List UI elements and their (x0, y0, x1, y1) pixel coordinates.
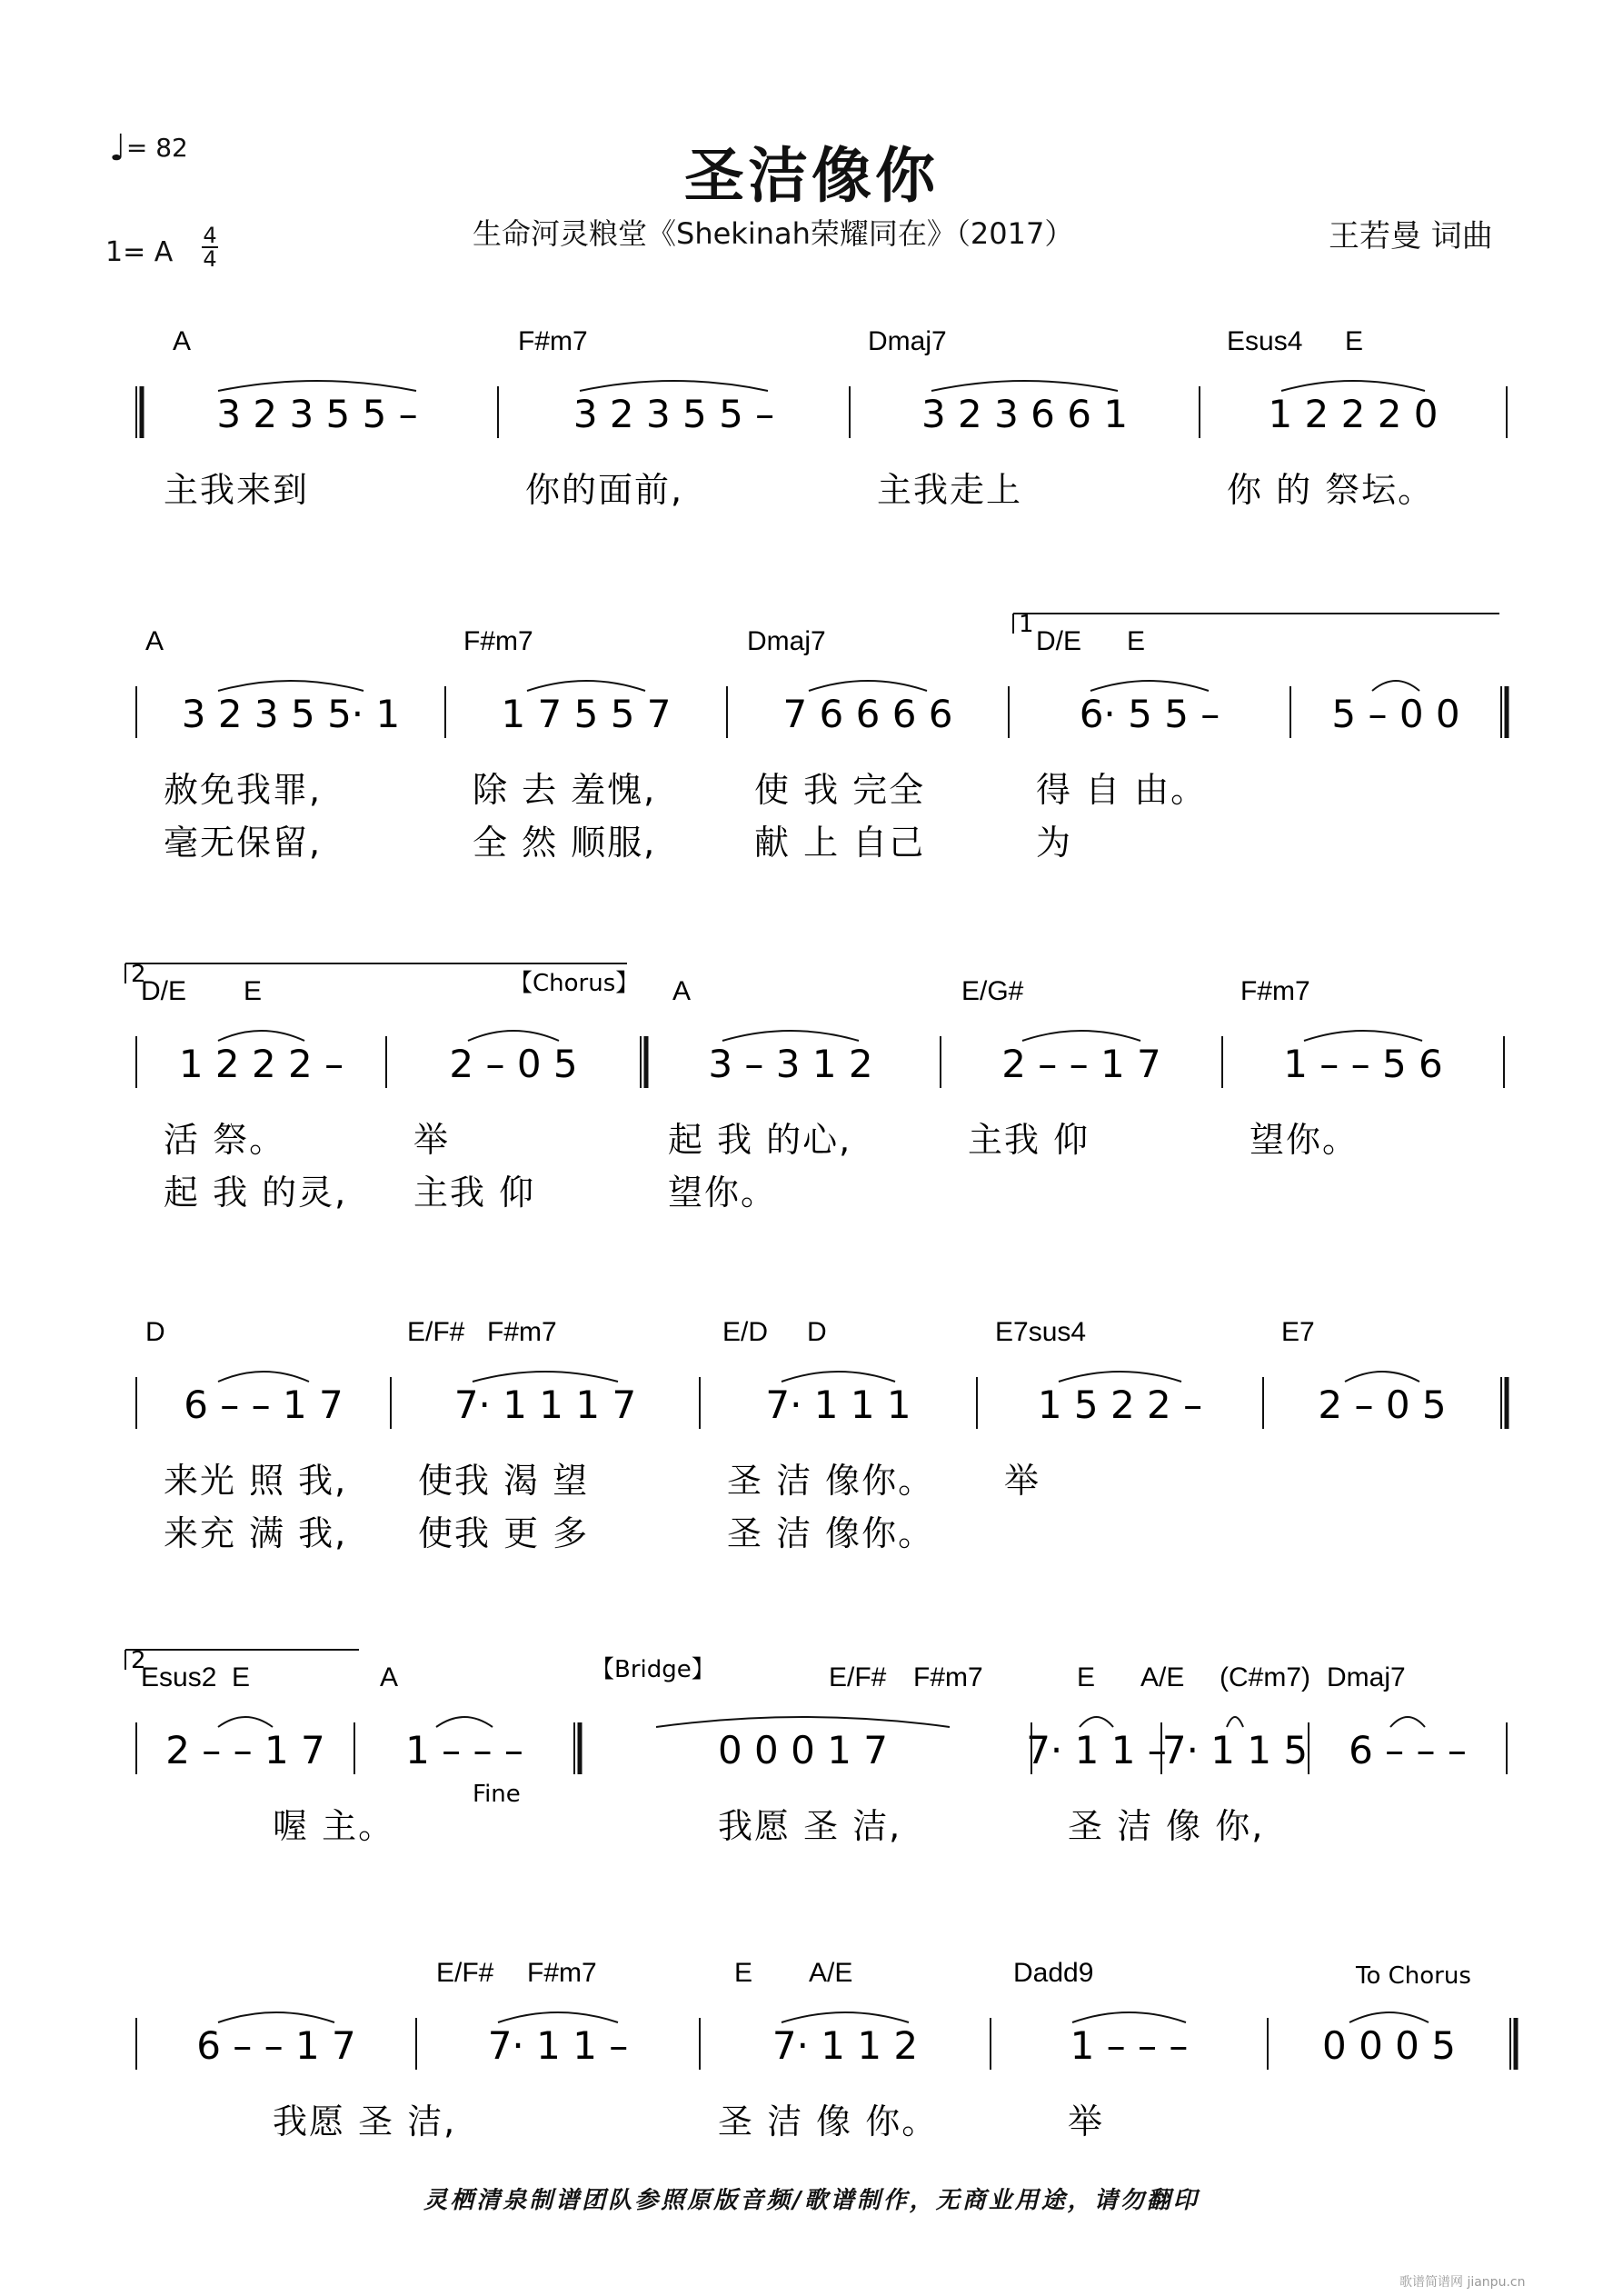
chord-symbol: Dmaj7 (1327, 1662, 1406, 1692)
chord-symbol: E (734, 1958, 753, 1988)
lyric-line: 望你。 (668, 1173, 778, 1213)
lyric-line: 主我 仰 (968, 1120, 1090, 1160)
chord-symbol: Dadd9 (1013, 1958, 1094, 1988)
chord-symbol: D (807, 1317, 827, 1347)
lyric-line: 全 然 顺服, (473, 823, 657, 863)
lyric-line: 使我 渴 望 (418, 1461, 590, 1501)
tie-slur (931, 381, 1118, 391)
note-group: 1 5 2 2 – (1037, 1383, 1203, 1427)
chord-symbol: E/G# (961, 976, 1024, 1006)
lyric-line: 使我 更 多 (418, 1513, 590, 1553)
note-group: 7· 1 1 5 (1161, 1728, 1309, 1772)
lyric-line: 举 (1004, 1461, 1041, 1501)
lyric-line: 活 祭。 (164, 1120, 286, 1160)
chord-symbol: D (145, 1317, 165, 1347)
chord-symbol: F#m7 (527, 1958, 597, 1988)
lyric-line: 你的面前, (525, 470, 684, 510)
note-group: 3 2 3 5 5· 1 (181, 692, 401, 736)
tie-slur (218, 1372, 309, 1382)
lyric-line: 主我 仰 (413, 1173, 536, 1213)
chord-symbol: E7sus4 (995, 1317, 1087, 1347)
note-group: 7· 1 1 1 (765, 1383, 911, 1427)
tie-slur (1072, 2012, 1186, 2022)
tie-slur (722, 1031, 859, 1041)
note-group: 7 6 6 6 6 (782, 692, 953, 736)
chord-symbol: E/F# (829, 1662, 887, 1692)
tie-slur (1349, 2012, 1429, 2022)
key-signature: 1= A (105, 236, 174, 268)
note-group: 7· 1 1 – (1026, 1728, 1167, 1772)
tie-slur (527, 681, 645, 691)
tie-slur (436, 1717, 493, 1727)
chord-symbol: A (145, 626, 164, 656)
note-group: 2 – 0 5 (1318, 1383, 1447, 1427)
note-group: 1 – – – (1070, 2023, 1189, 2068)
lyric-line: 圣 洁 像 你。 (718, 2101, 939, 2141)
chord-symbol: E/F# (407, 1317, 465, 1347)
watermark-text: 歌谱简谱网 jianpu.cn (1399, 2275, 1526, 2290)
note-group: 5 – 0 0 (1331, 692, 1460, 736)
to-chorus-marking: To Chorus (1356, 1962, 1471, 1990)
note-group: 3 2 3 5 5 – (573, 392, 775, 436)
time-signature: 4 4 (203, 223, 217, 272)
chord-symbol: D/E (1036, 626, 1082, 656)
chord-symbol: E/D (722, 1317, 769, 1347)
note-group: 6 – – – (1349, 1728, 1467, 1772)
lyric-line: 望你。 (1250, 1120, 1359, 1160)
tie-slur (1345, 1372, 1419, 1382)
tie-slur (468, 1031, 559, 1041)
note-group: 2 – 0 5 (449, 1042, 578, 1086)
album-subtitle: 生命河灵粮堂《Shekinah荣耀同在》（2017） (473, 216, 1074, 251)
note-group: 1 7 5 5 7 (501, 692, 672, 736)
lyric-line: 我愿 圣 洁, (273, 2101, 457, 2141)
chord-symbol: F#m7 (913, 1662, 983, 1692)
tie-slur (1080, 1717, 1113, 1727)
tie-slur (1372, 681, 1419, 691)
tie-slur (580, 381, 768, 391)
chord-symbol: E7 (1281, 1317, 1315, 1347)
lyric-line: 喔 主。 (273, 1806, 395, 1846)
footer-notice: 灵栖清泉制谱团队参照原版音频/歌谱制作，无商业用途，请勿翻印 (423, 2187, 1200, 2214)
chord-symbol: F#m7 (487, 1317, 557, 1347)
note-group: 3 – 3 1 2 (708, 1042, 873, 1086)
chord-symbol: A (380, 1662, 399, 1692)
lyric-line: 主我走上 (877, 470, 1023, 510)
tie-slur (1304, 1031, 1422, 1041)
tie-slur (218, 1031, 304, 1041)
note-group: 1 2 2 2 – (178, 1042, 344, 1086)
note-group: 1 2 2 2 0 (1268, 392, 1439, 436)
note-group: 0 0 0 5 (1322, 2023, 1456, 2068)
note-group: 3 2 3 6 6 1 (921, 392, 1129, 436)
note-group: 7· 1 1 – (487, 2023, 629, 2068)
lyric-line: 赦免我罪, (164, 770, 323, 810)
lyric-line: 得 自 由。 (1036, 770, 1208, 810)
volta-number: 1 (1019, 611, 1034, 638)
chord-symbol: Esus2 (141, 1662, 217, 1692)
note-group: 6 – – 1 7 (184, 1383, 344, 1427)
chord-symbol: F#m7 (518, 326, 588, 356)
chord-symbol: E (232, 1662, 251, 1692)
lyric-line: 主我来到 (164, 470, 310, 510)
lyric-line: 除 去 羞愧, (473, 770, 657, 810)
tie-slur (498, 2012, 618, 2022)
lyric-line: 为 (1036, 823, 1073, 863)
lyric-line: 圣 洁 像你。 (727, 1513, 935, 1553)
chord-symbol: F#m7 (1240, 976, 1310, 1006)
lyric-line: 献 上 自己 (754, 823, 926, 863)
tie-slur (218, 2012, 334, 2022)
tempo-marking: ♩= 82 (109, 127, 188, 169)
note-group: 0 0 0 1 7 (717, 1728, 889, 1772)
note-group: 2 – – 1 7 (1001, 1042, 1161, 1086)
chord-symbol: A/E (809, 1958, 853, 1988)
composer-credit: 王若曼 词曲 (1329, 218, 1493, 255)
note-group: 1 – – – (405, 1728, 523, 1772)
quarter-note-icon: ♩ (109, 127, 126, 169)
chord-symbol: Dmaj7 (868, 326, 947, 356)
song-title: 圣洁像你 (684, 141, 939, 211)
chord-symbol: E/F# (436, 1958, 494, 1988)
lyric-line: 举 (413, 1120, 451, 1160)
lyric-line: 来充 满 我, (164, 1513, 348, 1553)
volta-number: 2 (131, 1647, 146, 1674)
lyric-line: 圣 洁 像你。 (727, 1461, 935, 1501)
note-group: 6 – – 1 7 (196, 2023, 356, 2068)
tie-slur (218, 381, 416, 391)
tie-slur (809, 681, 927, 691)
chord-symbol: A (173, 326, 192, 356)
tie-slur (1022, 1031, 1140, 1041)
note-group: 1 – – 5 6 (1283, 1042, 1443, 1086)
tie-slur (473, 1372, 618, 1382)
chord-symbol: E (244, 976, 263, 1006)
chord-symbol: A (672, 976, 692, 1006)
tie-slur (1390, 1717, 1425, 1727)
note-group: 3 2 3 5 5 – (216, 392, 418, 436)
fine-marking: Fine (473, 1781, 521, 1808)
lyric-line: 起 我 的灵, (164, 1173, 348, 1213)
lyric-line: 圣 洁 像 你, (1068, 1806, 1265, 1846)
tie-slur (1281, 381, 1425, 391)
lyric-line: 我愿 圣 洁, (718, 1806, 902, 1846)
tie-slur (782, 2012, 909, 2022)
chord-symbol: E (1077, 1662, 1096, 1692)
lyric-line: 举 (1068, 2101, 1105, 2141)
lyric-line: 你 的 祭坛。 (1227, 470, 1435, 510)
tie-slur (218, 1717, 273, 1727)
note-group: 6· 5 5 – (1079, 692, 1220, 736)
tie-slur (1227, 1717, 1243, 1727)
tie-slur (1059, 1372, 1181, 1382)
tie-slur (656, 1717, 950, 1727)
tie-slur (1090, 681, 1209, 691)
lyric-line: 使 我 完全 (754, 770, 926, 810)
section-label: 【Bridge】 (591, 1656, 715, 1683)
lyric-line: 来光 照 我, (164, 1461, 348, 1501)
chord-symbol: F#m7 (463, 626, 533, 656)
chord-symbol: A/E (1140, 1662, 1185, 1692)
chord-symbol: E (1345, 326, 1364, 356)
volta-number: 2 (131, 961, 146, 988)
chord-symbol: Esus4 (1227, 326, 1303, 356)
lyric-line: 起 我 的心, (668, 1120, 852, 1160)
section-label: 【Chorus】 (509, 970, 640, 997)
note-group: 2 – – 1 7 (165, 1728, 325, 1772)
chord-symbol: E (1127, 626, 1146, 656)
tie-slur (218, 681, 363, 691)
note-group: 7· 1 1 1 7 (453, 1383, 637, 1427)
chord-symbol: (C#m7) (1220, 1662, 1311, 1692)
note-group: 7· 1 1 2 (772, 2023, 919, 2068)
chord-symbol: Dmaj7 (747, 626, 826, 656)
lyric-line: 毫无保留, (164, 823, 323, 863)
chord-symbol: D/E (141, 976, 187, 1006)
tie-slur (782, 1372, 895, 1382)
